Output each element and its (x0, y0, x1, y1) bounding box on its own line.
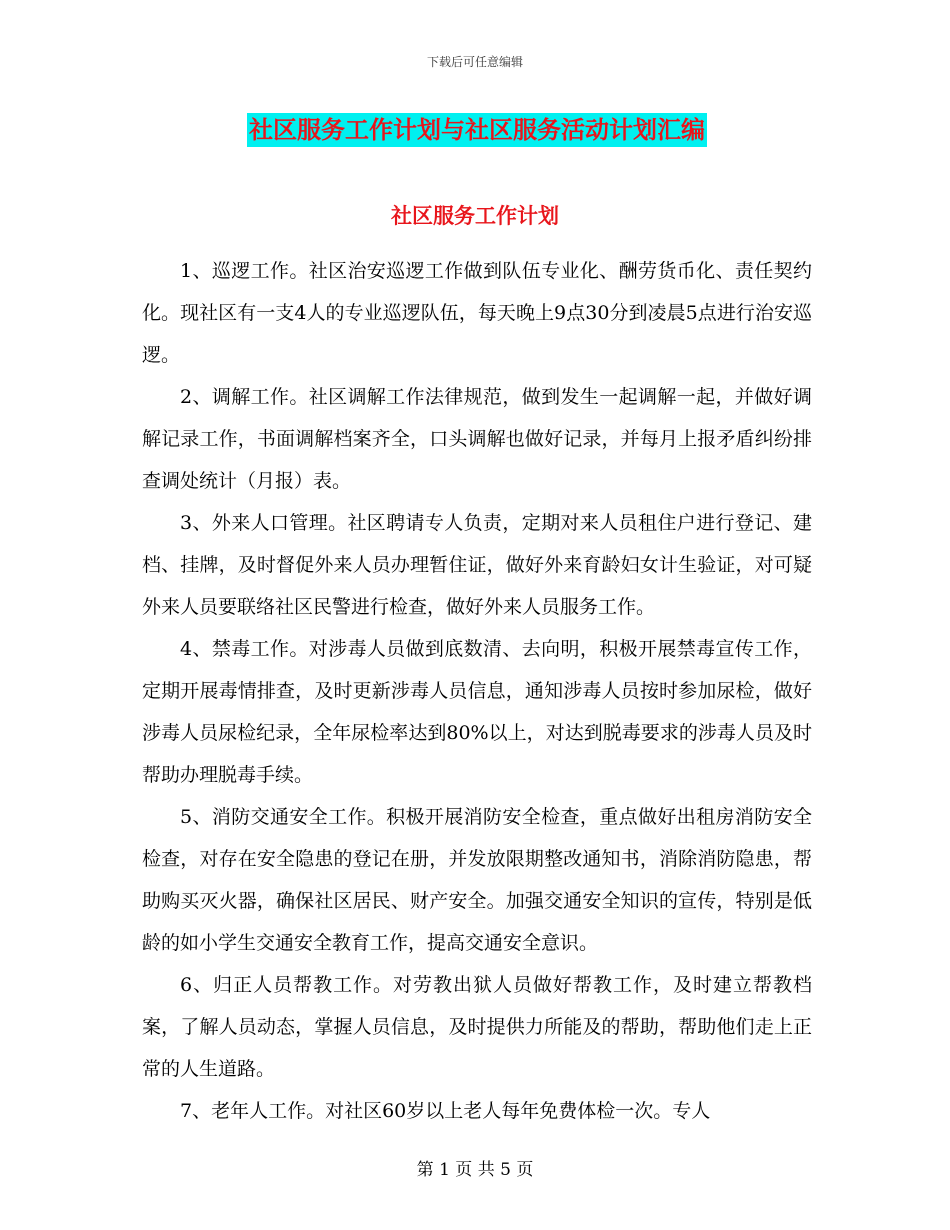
paragraph-4: 4、禁毒工作。对涉毒人员做到底数清、去向明，积极开展禁毒宣传工作，定期开展毒情排查，及时更新涉毒人员信息，通知涉毒人员按时参加尿检，做好涉毒人员尿检纪录，全年尿检率达到80%以上，对达到脱毒要求的涉毒人员及时帮助办理脱毒手续。 (142, 638, 812, 786)
paragraph-1: 1、巡逻工作。社区治安巡逻工作做到队伍专业化、酬劳货币化、责任契约化。现社区有一支4人的专业巡逻队伍，每天晚上9点30分到凌晨5点进行治安巡逻。 (142, 260, 812, 366)
page-number-footer: 第 1 页 共 5 页 (416, 1160, 534, 1180)
document-body (142, 250, 812, 1132)
section-title: 社区服务工作计划 (391, 204, 559, 228)
paragraph-3: 3、外来人口管理。社区聘请专人负责，定期对来人员租住户进行登记、建档、挂牌，及时督促外来人员办理暂住证，做好外来育龄妇女计生验证，对可疑外来人员要联络社区民警进行检查，做好外来人员服务工作。 (142, 512, 812, 618)
header-note: 下载后可任意编辑 (426, 55, 523, 69)
paragraph-5: 5、消防交通安全工作。积极开展消防安全检查，重点做好出租房消防安全检查，对存在安全隐患的登记在册，并发放限期整改通知书，消除消防隐患，帮助购买灭火器，确保社区居民、财产安全。加强交通安全知识的宣传，特别是低龄的如小学生交通安全教育工作，提高交通安全意识。 (142, 806, 812, 954)
paragraph-2: 2、调解工作。社区调解工作法律规范，做到发生一起调解一起，并做好调解记录工作，书面调解档案齐全，口头调解也做好记录，并每月上报矛盾纠纷排查调处统计（月报）表。 (142, 386, 812, 492)
document-title: 社区服务工作计划与社区服务活动计划汇编 (247, 113, 707, 147)
paragraph-7: 7、老年人工作。对社区60岁以上老人每年免费体检一次。专人 (180, 1100, 711, 1122)
paragraph-6: 6、归正人员帮教工作。对劳教出狱人员做好帮教工作，及时建立帮教档案，了解人员动态，掌握人员信息，及时提供力所能及的帮助，帮助他们走上正常的人生道路。 (142, 974, 812, 1080)
